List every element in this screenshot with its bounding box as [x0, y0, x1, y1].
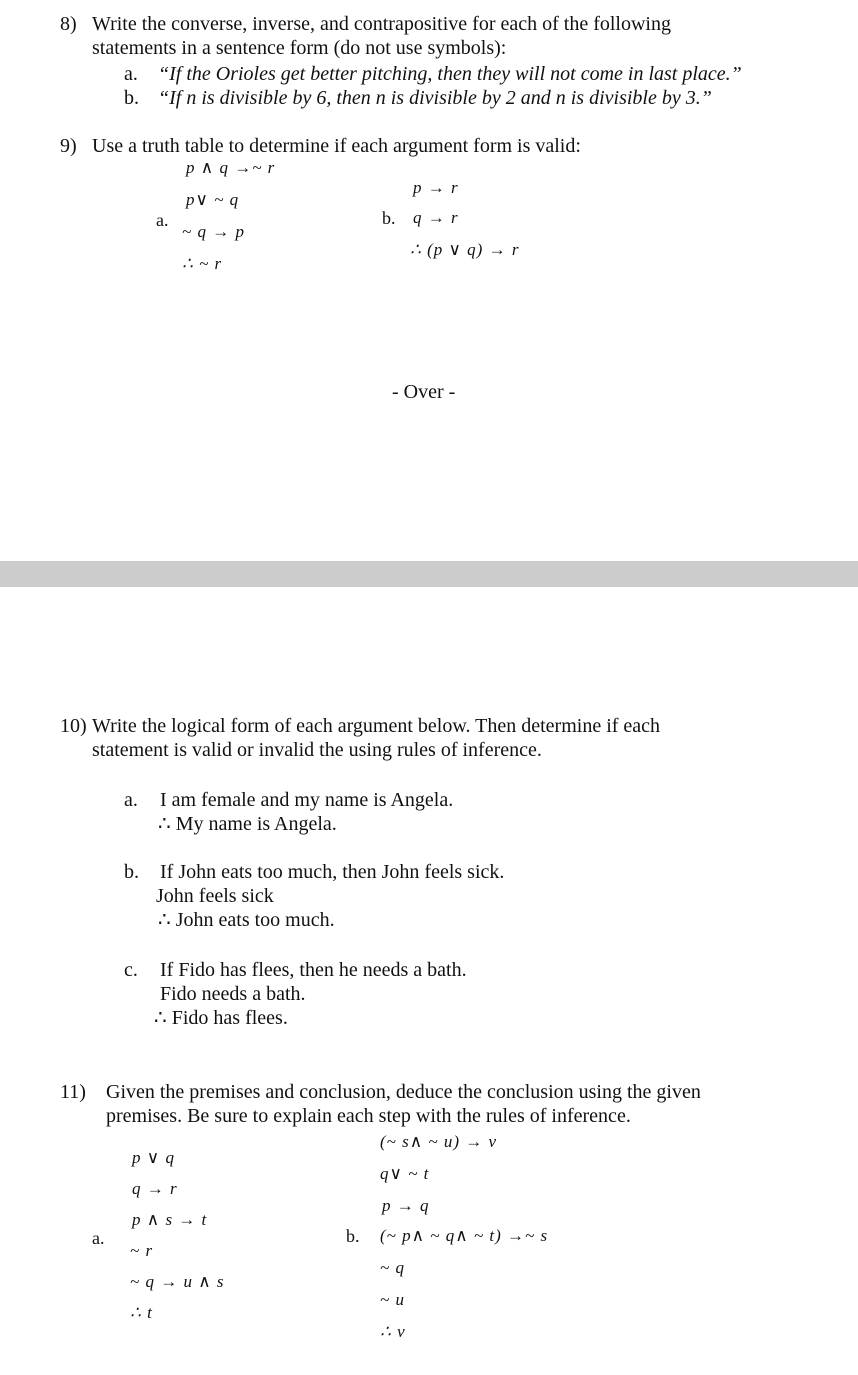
page-divider — [0, 561, 858, 587]
q11-b-premise-5: ~ q — [380, 1258, 405, 1277]
q8-number: 8) — [60, 13, 77, 35]
q9-a-label: a. — [156, 210, 169, 230]
q8-instruction-line2: statements in a sentence form (do not use symbols): — [92, 37, 507, 59]
q11-a-label: a. — [92, 1228, 105, 1248]
q10-b-line-3: ∴ John eats too much. — [158, 909, 335, 931]
q8-instruction-line1: Write the converse, inverse, and contrapositive for each of the following — [92, 13, 671, 35]
q10-c-line-2: Fido needs a bath. — [160, 983, 306, 1005]
q11-instruction-line2: premises. Be sure to explain each step with the rules of inference. — [106, 1105, 631, 1127]
q11-b-label: b. — [346, 1226, 360, 1246]
q9-a-conclusion: ∴ ~ r — [182, 254, 223, 273]
q9-b-premise-1: p → r — [413, 178, 459, 197]
q9-a-premise-2: p∨ ~ q — [186, 190, 240, 209]
q11-b-premise-4: (~ p∧ ~ q∧ ~ t) →~ s — [380, 1226, 549, 1245]
q10-number: 10) — [60, 715, 87, 737]
q11-a-premise-2: q → r — [132, 1179, 178, 1198]
q9-number: 9) — [60, 135, 77, 157]
q11-a-premise-5: ~ q → u ∧ s — [130, 1272, 225, 1291]
q10-instruction-line2: statement is valid or invalid the using rules of inference. — [92, 739, 542, 761]
q8-b-statement: “If n is divisible by 6, then n is divisible by 2 and n is divisible by 3.” — [158, 87, 712, 109]
q9-b-label: b. — [382, 208, 396, 228]
q11-b-premise-1: (~ s∧ ~ u) → v — [380, 1132, 498, 1151]
q10-a-label: a. — [124, 789, 138, 811]
q11-b-premise-2: q∨ ~ t — [380, 1164, 430, 1183]
over-note: - Over - — [392, 381, 456, 403]
q10-b-line-1: If John eats too much, then John feels sick. — [160, 861, 505, 883]
q10-c-line-3: ∴ Fido has flees. — [154, 1007, 288, 1029]
q9-instruction: Use a truth table to determine if each argument form is valid: — [92, 135, 581, 157]
q11-number: 11) — [60, 1081, 86, 1103]
q9-a-premise-1: p ∧ q →~ r — [186, 158, 276, 177]
q11-a-premise-4: ~ r — [130, 1241, 154, 1260]
q11-instruction-line1: Given the premises and conclusion, deduce the conclusion using the given — [106, 1081, 701, 1103]
q10-c-line-1: If Fido has flees, then he needs a bath. — [160, 959, 467, 981]
q11-b-premise-3: p → q — [382, 1196, 430, 1215]
q10-a-line-1: I am female and my name is Angela. — [160, 789, 454, 811]
q10-b-label: b. — [124, 861, 139, 883]
q10-a-line-2: ∴ My name is Angela. — [158, 813, 337, 835]
q9-b-premise-2: q → r — [413, 208, 459, 227]
q9-a-premise-3: ~ q → p — [182, 222, 245, 241]
q11-b-conclusion: ∴ v — [380, 1322, 406, 1341]
q11-a-premise-3: p ∧ s → t — [132, 1210, 208, 1229]
q10-instruction-line1: Write the logical form of each argument below. Then determine if each — [92, 715, 661, 737]
q10-c-label: c. — [124, 959, 138, 981]
q11-b-premise-6: ~ u — [380, 1290, 405, 1309]
q8-a-statement: “If the Orioles get better pitching, then they will not come in last place.” — [158, 63, 742, 85]
q9-b-conclusion: ∴ (p ∨ q) → r — [410, 240, 520, 259]
q8-b-label: b. — [124, 87, 139, 109]
q11-a-conclusion: ∴ t — [130, 1303, 153, 1322]
q10-b-line-2: John feels sick — [156, 885, 274, 907]
q8-a-label: a. — [124, 63, 138, 85]
q11-a-premise-1: p ∨ q — [132, 1148, 175, 1167]
